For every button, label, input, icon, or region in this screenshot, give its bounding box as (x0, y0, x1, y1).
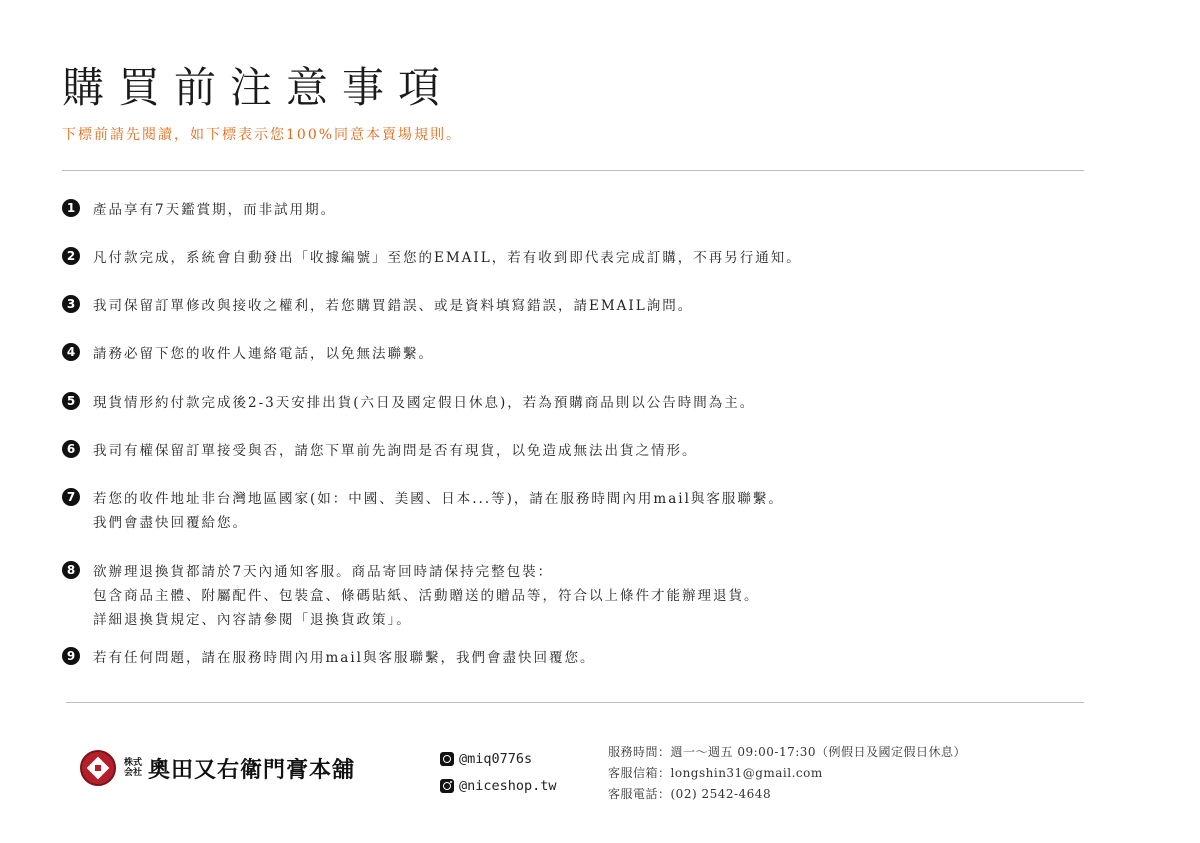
notice-item-1 (62, 198, 336, 222)
notice-item-7 (62, 487, 784, 535)
top-divider (62, 170, 1084, 171)
notice-text: 我司有權保留訂單接受與否，請您下單前先詢問是否有現貨，以免造成無法出貨之情形。 (93, 443, 698, 459)
instagram-icon (440, 779, 454, 793)
notice-text: 請務必留下您的收件人連絡電話，以免無法聯繫。 (93, 346, 434, 362)
page-subtitle: 下標前請先閱讀，如下標表示您100%同意本賣場規則。 (62, 127, 463, 143)
number-badge-icon: 4 (62, 343, 80, 361)
contact-info (608, 742, 966, 805)
notice-text: 包含商品主體、附屬配件、包裝盒、條碼貼紙、活動贈送的贈品等，符合以上條件才能辦理退貨。 (93, 588, 760, 604)
number-badge-icon: 2 (62, 247, 80, 265)
notice-item-2 (62, 246, 802, 270)
notice-text: 我司保留訂單修改與接收之權利，若您購買錯誤、或是資料填寫錯誤，請EMAIL詢問。 (93, 298, 694, 314)
number-badge-icon: 1 (62, 199, 80, 217)
notice-item-6 (62, 439, 698, 463)
brand-name: 奧田又右衛門膏本舖 (148, 757, 356, 783)
notice-text: 凡付款完成，系統會自動發出「收據編號」至您的EMAIL，若有收到即代表完成訂購，不再另行通知。 (93, 250, 802, 266)
notice-text: 現貨情形約付款完成後2-3天安排出貨(六日及國定假日休息)，若為預購商品則以公告時間為主。 (93, 395, 756, 411)
notice-text: 欲辦理退換貨都請於7天內通知客服。商品寄回時請保持完整包裝： (93, 564, 554, 580)
seal-icon (80, 750, 116, 786)
number-badge-icon: 3 (62, 295, 80, 313)
number-badge-icon: 9 (62, 647, 80, 665)
service-email[interactable]: 客服信箱：longshin31@gmail.com (608, 766, 823, 780)
brand-logo (80, 750, 355, 786)
notice-text: 若有任何問題，請在服務時間內用mail與客服聯繫，我們會盡快回覆您。 (93, 650, 596, 666)
notice-text: 若您的收件地址非台灣地區國家(如：中國、美國、日本...等)，請在服務時間內用mail與客服聯繫。 (93, 491, 784, 507)
notice-item-4 (62, 342, 434, 366)
notice-item-8 (62, 560, 760, 632)
notice-text: 我們會盡快回覆給您。 (93, 515, 248, 531)
social-link-line[interactable] (440, 751, 532, 767)
mail-circle-icon (440, 752, 454, 766)
number-badge-icon: 8 (62, 561, 80, 579)
notice-item-3 (62, 294, 693, 318)
service-hours: 服務時間：週一～週五 09:00-17:30（例假日及國定假日休息） (608, 745, 967, 759)
number-badge-icon: 5 (62, 392, 80, 410)
social-handle: @niceshop.tw (459, 778, 557, 794)
service-phone: 客服電話：(02) 2542-4648 (608, 787, 772, 801)
page-title: 購買前注意事項 (62, 63, 455, 112)
social-link-instagram[interactable] (440, 778, 557, 794)
notice-item-5 (62, 391, 755, 415)
number-badge-icon: 7 (62, 488, 80, 506)
company-type-label: 株式会社 (124, 758, 143, 778)
number-badge-icon: 6 (62, 440, 80, 458)
bottom-divider (66, 702, 1084, 703)
notice-item-9 (62, 646, 595, 670)
notice-text: 產品享有7天鑑賞期，而非試用期。 (93, 202, 337, 218)
social-handle: @miq0776s (459, 751, 533, 767)
notice-text: 詳細退換貨規定、內容請參閱「退換貨政策」。 (93, 612, 412, 628)
